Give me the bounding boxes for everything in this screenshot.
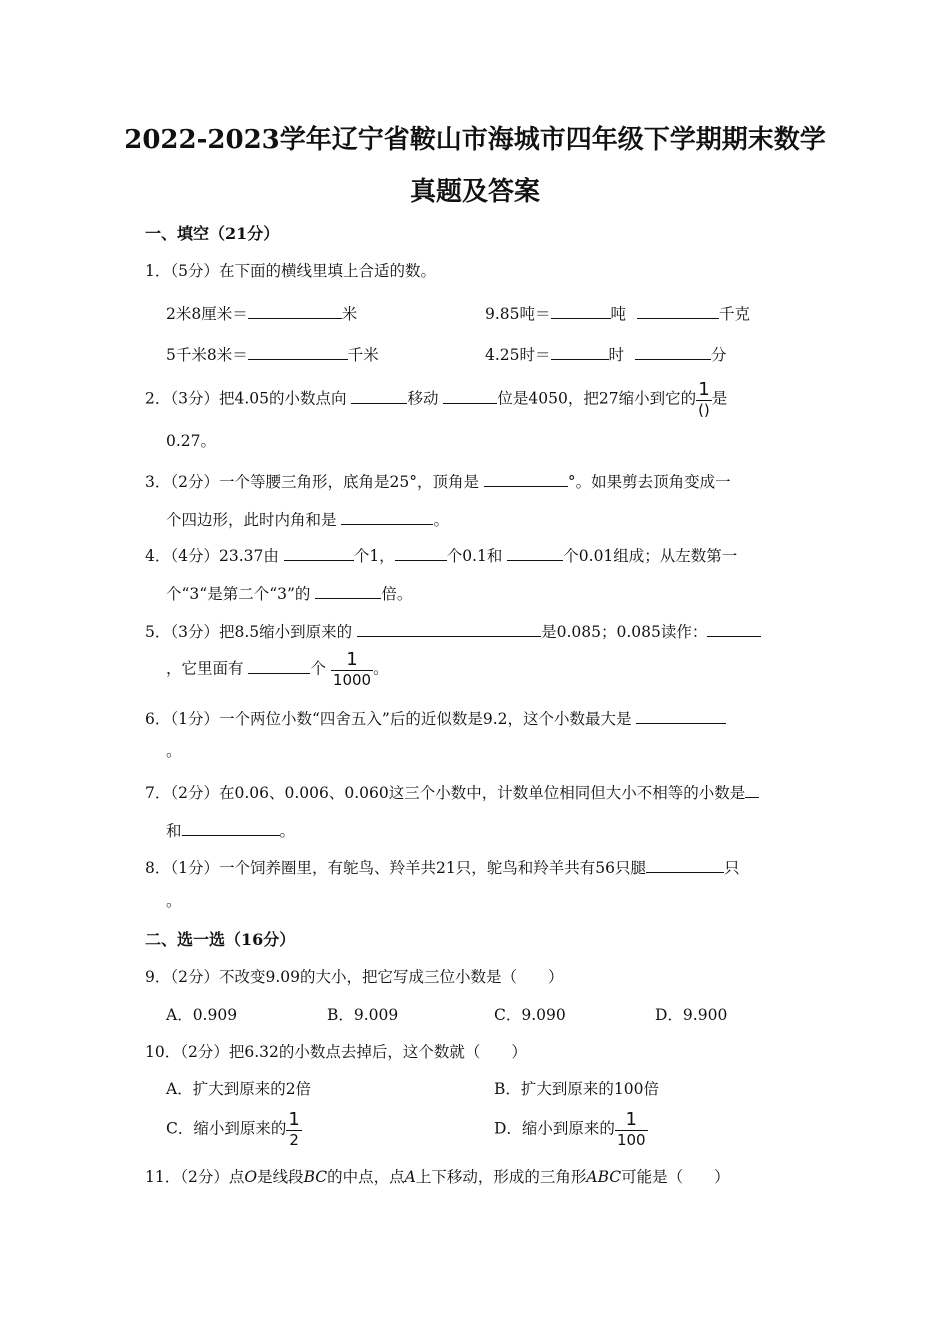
answer-blank[interactable] [507, 546, 563, 561]
question-score: （2分） [170, 473, 219, 491]
answer-blank[interactable] [315, 584, 381, 599]
question-2: 2．（3分）把4.05的小数点向 移动 位是4050，把27缩小到它的 $\frac{1}{()}$ 是 [145, 379, 728, 419]
section-heading-multiple-choice: 二、选一选（16分） [145, 930, 296, 949]
answer-blank[interactable] [551, 345, 609, 360]
question-8-continued: 。 [166, 892, 182, 910]
question-score: （3分） [170, 623, 219, 641]
answer-blank[interactable] [284, 546, 354, 561]
question-7-continued: 和 。 [166, 822, 296, 840]
document-title-line2: 真题及答案 [409, 177, 540, 207]
question-10: 10．（2分）把6.32的小数点去掉后，这个数就（ ） [145, 1043, 527, 1061]
answer-blank[interactable] [182, 821, 280, 836]
answer-blank[interactable] [646, 858, 724, 873]
q9-option-a[interactable]: A．0.909 [166, 1006, 238, 1024]
question-score: （4分） [170, 547, 219, 565]
q1-item-2: 9.85吨＝ 吨 千克 [485, 305, 750, 323]
answer-blank[interactable] [248, 345, 348, 360]
question-number: 2． [145, 389, 171, 408]
question-1 [145, 264, 436, 280]
answer-blank[interactable] [395, 546, 447, 561]
question-score: （3分） [170, 389, 219, 408]
q1-item-1: 2米8厘米＝ 米 [166, 305, 358, 323]
question-score: （5分） [170, 262, 219, 280]
q1-item-3: 5千米8米＝ 千米 [166, 346, 379, 364]
question-text: 在下面的横线里填上合适的数。 [219, 262, 437, 280]
question-score: （2分） [170, 784, 219, 802]
question-2-continued: 0.27。 [166, 432, 217, 450]
question-number: 7． [145, 784, 171, 802]
question-score: （2分） [180, 1168, 229, 1186]
question-3-continued: 个四边形，此时内角和是 。 [166, 511, 449, 529]
q10-option-d[interactable]: D．缩小到原来的 $\frac{1}{100}$ [494, 1109, 646, 1149]
answer-blank[interactable] [707, 622, 761, 637]
q9-option-d[interactable]: D．9.900 [655, 1006, 728, 1024]
answer-blank[interactable] [248, 659, 310, 674]
fraction: $\frac{1}{()}$ [698, 379, 710, 419]
question-3: 3．（2分）一个等腰三角形，底角是25°，顶角是 °。如果剪去顶角变成一 [145, 473, 731, 491]
question-score: （1分） [170, 859, 219, 877]
question-6: 6．（1分）一个两位小数“四舍五入”后的近似数是9.2，这个小数最大是 [145, 709, 726, 728]
answer-blank[interactable] [484, 472, 568, 487]
question-8: 8．（1分）一个饲养圈里，有鸵鸟、羚羊共21只，鸵鸟和羚羊共有56只腿 只 [145, 859, 740, 877]
fraction: $\frac{1}{1000}$ [332, 649, 372, 689]
question-number: 11． [145, 1168, 181, 1186]
question-9: 9．（2分）不改变9.09的大小，把它写成三位小数是（ ） [145, 968, 564, 986]
answer-blank[interactable] [637, 304, 719, 319]
question-number: 4． [145, 547, 171, 565]
question-number: 5． [145, 623, 171, 641]
question-score: （2分） [180, 1043, 229, 1061]
question-number: 3． [145, 473, 171, 491]
question-4: 4．（4分）23.37由 个1， 个0.1和 个0.01组成；从左数第一 [145, 547, 738, 565]
question-5-continued: ，它里面有 个 $\frac{1}{1000}$ 。 [166, 649, 389, 689]
question-7: 7．（2分）在0.06、0.006、0.060这三个小数中，计数单位相同但大小不相等的小数是 [145, 783, 759, 802]
answer-blank[interactable] [341, 510, 433, 525]
question-number: 9． [145, 968, 171, 986]
section-heading-fill-in: 一、填空（21分） [145, 224, 280, 243]
question-score: （1分） [170, 710, 219, 728]
answer-blank[interactable] [248, 304, 342, 319]
question-6-continued: 。 [166, 742, 182, 760]
q9-option-b[interactable]: B．9.009 [327, 1006, 399, 1024]
answer-blank[interactable] [636, 709, 726, 724]
q1-item-4: 4.25时＝ 时 分 [485, 346, 727, 364]
q10-option-c[interactable]: C．缩小到原来的 $\frac{1}{2}$ [166, 1109, 300, 1149]
answer-blank[interactable] [351, 389, 407, 404]
answer-blank[interactable] [551, 304, 611, 319]
question-number: 8． [145, 859, 171, 877]
answer-blank[interactable] [443, 389, 497, 404]
question-score: （2分） [170, 968, 219, 986]
fraction: $\frac{1}{2}$ [288, 1109, 300, 1149]
q10-option-b[interactable]: B．扩大到原来的100倍 [494, 1080, 659, 1098]
question-number: 6． [145, 710, 171, 728]
q10-option-a[interactable]: A．扩大到原来的2倍 [166, 1080, 312, 1098]
answer-blank[interactable] [635, 345, 711, 360]
answer-blank[interactable] [745, 783, 759, 798]
document-title-line1: 2022-2023学年辽宁省鞍山市海城市四年级下学期期末数学 [124, 125, 826, 155]
question-number: 1． [145, 262, 171, 280]
question-4-continued: 个“3“是第二个“3”的 倍。 [166, 585, 413, 603]
question-5: 5．（3分）把8.5缩小到原来的 是0.085；0.085读作： [145, 622, 761, 641]
question-11: 11．（2分）点O是线段BC的中点，点A上下移动，形成的三角形ABC可能是（ ） [145, 1168, 730, 1186]
fraction: $\frac{1}{100}$ [616, 1109, 646, 1149]
question-number: 10． [145, 1043, 181, 1061]
answer-blank[interactable] [357, 622, 541, 637]
q9-option-c[interactable]: C．9.090 [494, 1006, 566, 1024]
